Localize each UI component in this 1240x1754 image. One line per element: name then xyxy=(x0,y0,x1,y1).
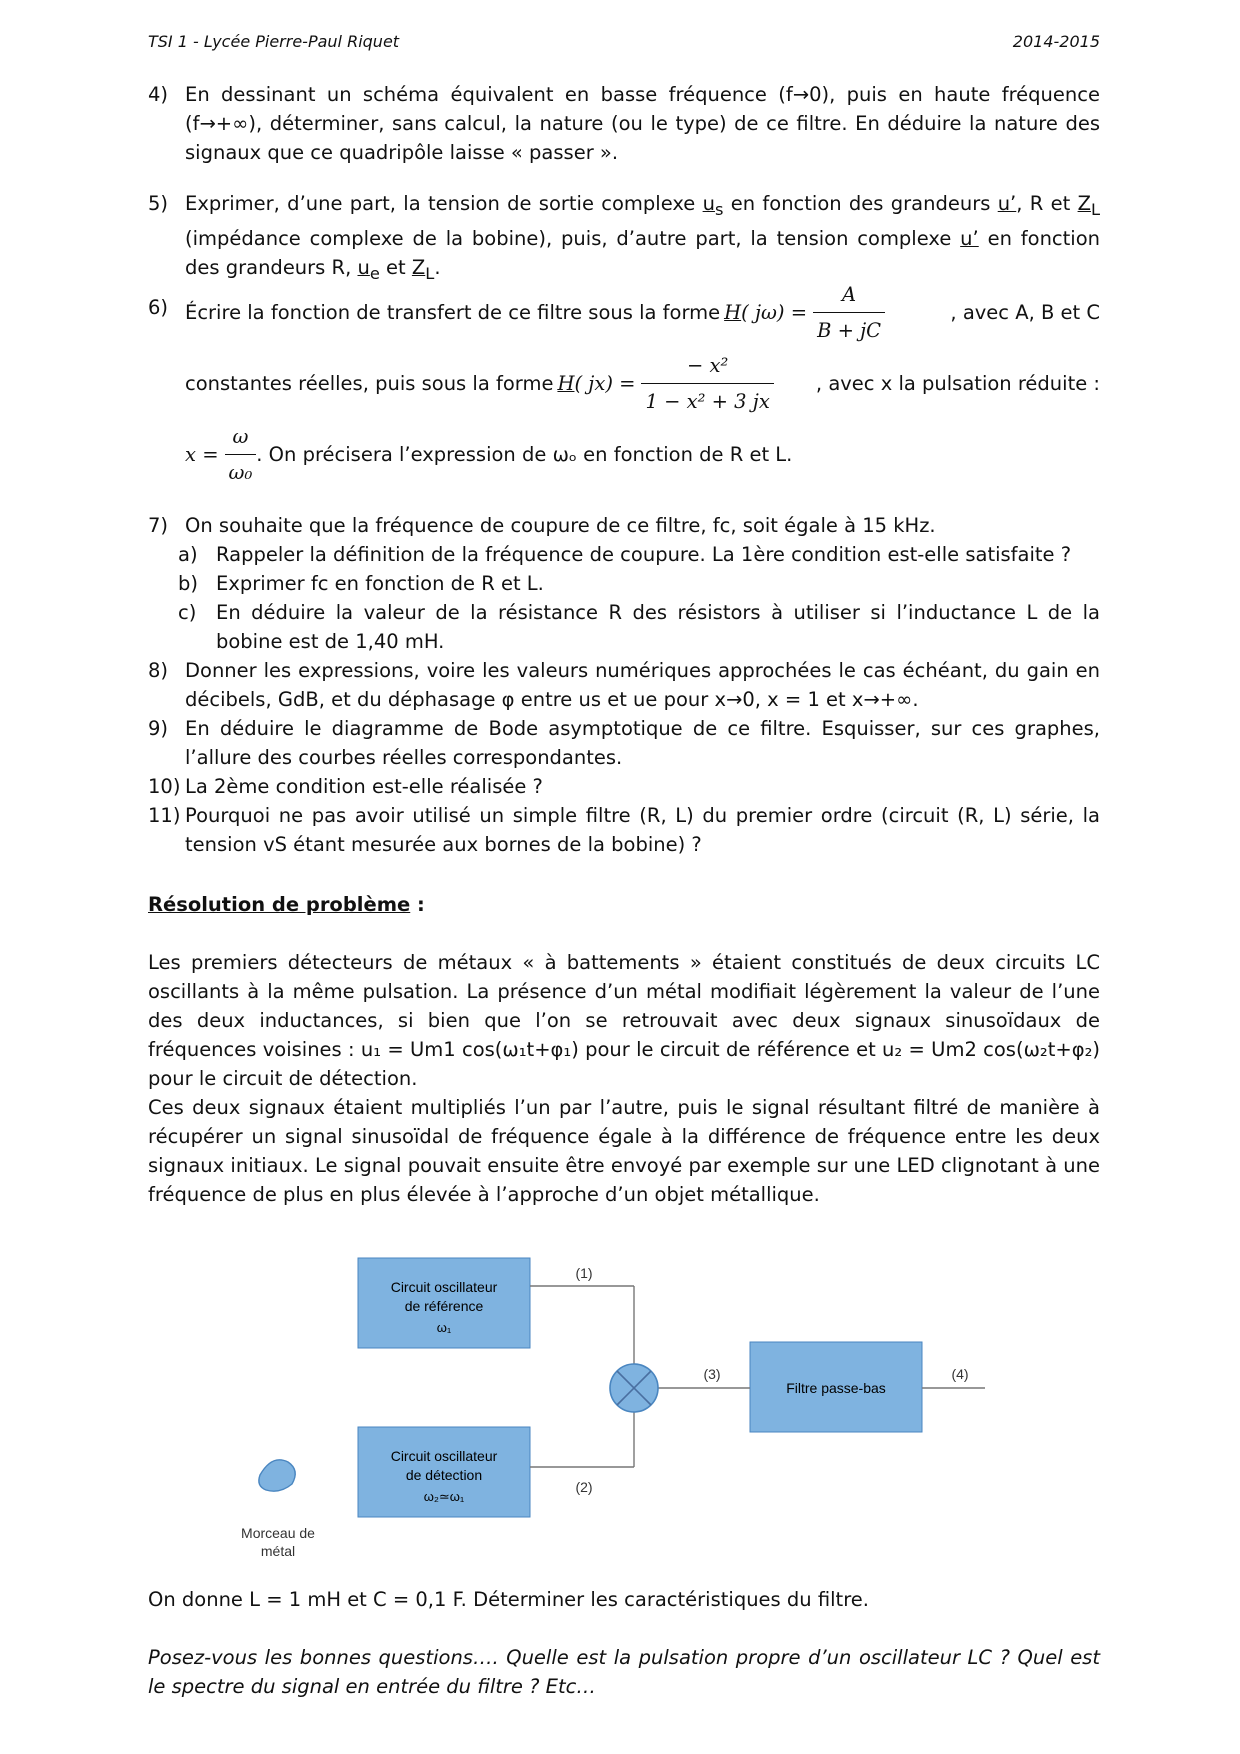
label-3: (3) xyxy=(703,1366,721,1382)
question-text: En dessinant un schéma équivalent en basse fréquence (f→0), puis en haute fréquence (f→+∞), déterminer, sans calcul, la nature (ou le type) de ce filtre. En déduire la nature des signaux que ce quadripôle laisse « passer ». xyxy=(185,83,1100,164)
question-text: Exprimer, d’une part, la tension de sortie complexe $u_s$ en fonction des grandeurs u’, R et $Z_L$ (impédance complexe de la bobine), puis, d’autre part, la tension complexe u’ en fonction des grandeurs R, $u_e$ et $Z_L$. xyxy=(185,192,1100,283)
label-4: (4) xyxy=(951,1366,969,1382)
header-left: TSI 1 - Lycée Pierre-Paul Riquet xyxy=(148,32,400,51)
question-7a: a) Rappeler la définition de la fréquence de coupure. La 1ère condition est-elle satisfaite ? xyxy=(178,543,1072,566)
question-9: 9) En déduire le diagramme de Bode asymptotique de ce filtre. Esquisser, sur ces graphes, l’allure des courbes réelles correspondantes. xyxy=(148,717,1100,769)
paragraph-2: Ces deux signaux étaient multipliés l’un par l’autre, puis le signal résultant filtré de manière à récupérer un signal sinusoïdal de fréquence égale à la différence de fréquence entre les deux signaux initiaux. Le signal pouvait ensuite être envoyé par exemple sur une LED clignotant à une fréquence de plus en plus élevée à l’approche d’un objet métallique. xyxy=(148,1096,1100,1206)
box-det-line3: ω₂≃ω₁ xyxy=(423,1489,465,1504)
box-det-line1: Circuit oscillateur xyxy=(390,1448,498,1464)
section-title: Résolution de problème : xyxy=(148,893,425,916)
question-number: 5) xyxy=(148,192,169,215)
header-right: 2014-2015 xyxy=(1012,32,1100,51)
question-6 xyxy=(148,280,1100,487)
formula-3: $\frac{\omega}{\text{ω₀}}$ xyxy=(225,422,257,487)
question-7 xyxy=(148,511,1100,540)
question-text: On souhaite que la fréquence de coupure de ce filtre, fᴄ, soit égale à 15 kHz. xyxy=(185,514,936,537)
label-1: (1) xyxy=(575,1265,593,1281)
metal-label-line1: Morceau de xyxy=(241,1525,315,1541)
question-7b: b) Exprimer fᴄ en fonction de R et L. xyxy=(178,572,544,595)
question-number: 6) xyxy=(148,296,169,319)
metal-piece-icon xyxy=(259,1460,295,1491)
question-7c: c) En déduire la valeur de la résistance R des résistors à utiliser si l’inductance L de la bobine est de 1,40 mH. xyxy=(178,601,1100,653)
question-5 xyxy=(148,189,1100,288)
formula-2: $\frac{\text{− x²}}{\text{1 − x² + 3 jx}}$ xyxy=(641,351,773,416)
question-11: 11) Pourquoi ne pas avoir utilisé un simple filtre (R, L) du premier ordre (circuit (R, L) série, la tension vS étant mesurée aux bornes de la bobine) ? xyxy=(148,804,1100,856)
block-diagram xyxy=(241,1240,1010,1580)
metal-label-line2: métal xyxy=(260,1543,296,1559)
question-text: Écrire la fonction de transfert de ce filtre sous la forme H( jω) = $\frac{A}{B + jC}$ , avec A, B et C constantes réelles, puis sous la forme H( jx) = $\frac{\text{− x²}}{\text{1 − x² + 3 jx}}$ , avec x la pulsation réduite : x = $\frac{\omega}{\text{ω₀}}$ . On précisera l’expression de ωₒ en fonction de R et L. xyxy=(185,280,1100,487)
box-det-line2: de détection xyxy=(405,1467,483,1483)
question-number: 4) xyxy=(148,83,169,106)
given-statement: On donne L = 1 mH et C = 0,1 F. Déterminer les caractéristiques du filtre. xyxy=(148,1588,869,1611)
question-number: 7) xyxy=(148,514,169,537)
label-2: (2) xyxy=(575,1479,593,1495)
box-filter-label: Filtre passe-bas xyxy=(786,1380,886,1396)
question-4 xyxy=(148,80,1100,167)
box-ref-line3: ω₁ xyxy=(436,1320,452,1335)
box-ref-line2: de référence xyxy=(404,1298,484,1314)
closing-hint: Posez-vous les bonnes questions…. Quelle est la pulsation propre d’un oscillateur LC ? Quel est le spectre du signal en entrée du filtre ? Etc… xyxy=(148,1646,1100,1698)
question-8: 8) Donner les expressions, voire les valeurs numériques approchées le cas échéant, du gain en décibels, GdB, et du déphasage φ entre us et ue pour x→0, x = 1 et x→+∞. xyxy=(148,659,1100,711)
question-10: 10) La 2ème condition est-elle réalisée ? xyxy=(148,775,543,798)
box-ref-line1: Circuit oscillateur xyxy=(390,1279,498,1295)
formula-1: $\frac{A}{B + jC}$ xyxy=(813,280,885,345)
paragraph-1: Les premiers détecteurs de métaux « à battements » étaient constitués de deux circuits LC oscillants à la même pulsation. La présence d’un métal modifiait légèrement la valeur de l’une des deux inductances, si bien que l’on se retrouvait avec deux signaux sinusoïdaux de fréquences voisines : u₁ = Um1 cos(ω₁t+φ₁) pour le circuit de référence et u₂ = Um2 cos(ω₂t+φ₂) pour le circuit de détection. xyxy=(148,951,1100,1090)
